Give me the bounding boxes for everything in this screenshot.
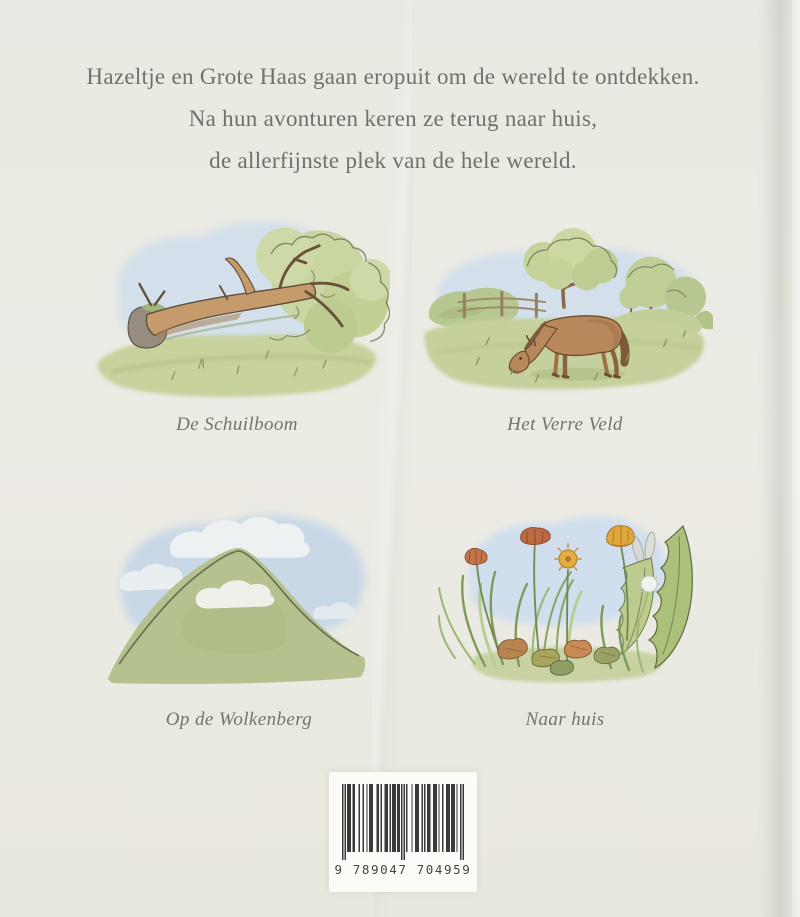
caption-het-verre-veld: Het Verre Veld (507, 414, 623, 435)
caption-op-de-wolkenberg: Op de Wolkenberg (165, 709, 313, 730)
cover-edge-highlight (791, 0, 800, 917)
illustration-naar-huis (415, 487, 715, 689)
blurb-line-1: Hazeltje en Grote Haas gaan eropuit om de wereld te ontdekken. (86, 64, 700, 89)
illustration-de-schuilboom (84, 203, 390, 405)
blurb (0, 56, 786, 182)
blurb-line-3: de allerfijnste plek van de hele wereld. (209, 148, 577, 173)
caption-naar-huis: Naar huis (525, 709, 605, 730)
caption-de-schuilboom: De Schuilboom (176, 414, 298, 435)
illustration-op-de-wolkenberg (102, 490, 376, 688)
barcode-label (329, 772, 477, 892)
illustration-het-verre-veld (417, 226, 713, 404)
barcode-number: 9 789047 704959 (334, 862, 472, 877)
barcode-bars (342, 784, 464, 860)
blurb-line-2: Na hun avonturen keren ze terug naar huis, (188, 106, 598, 131)
